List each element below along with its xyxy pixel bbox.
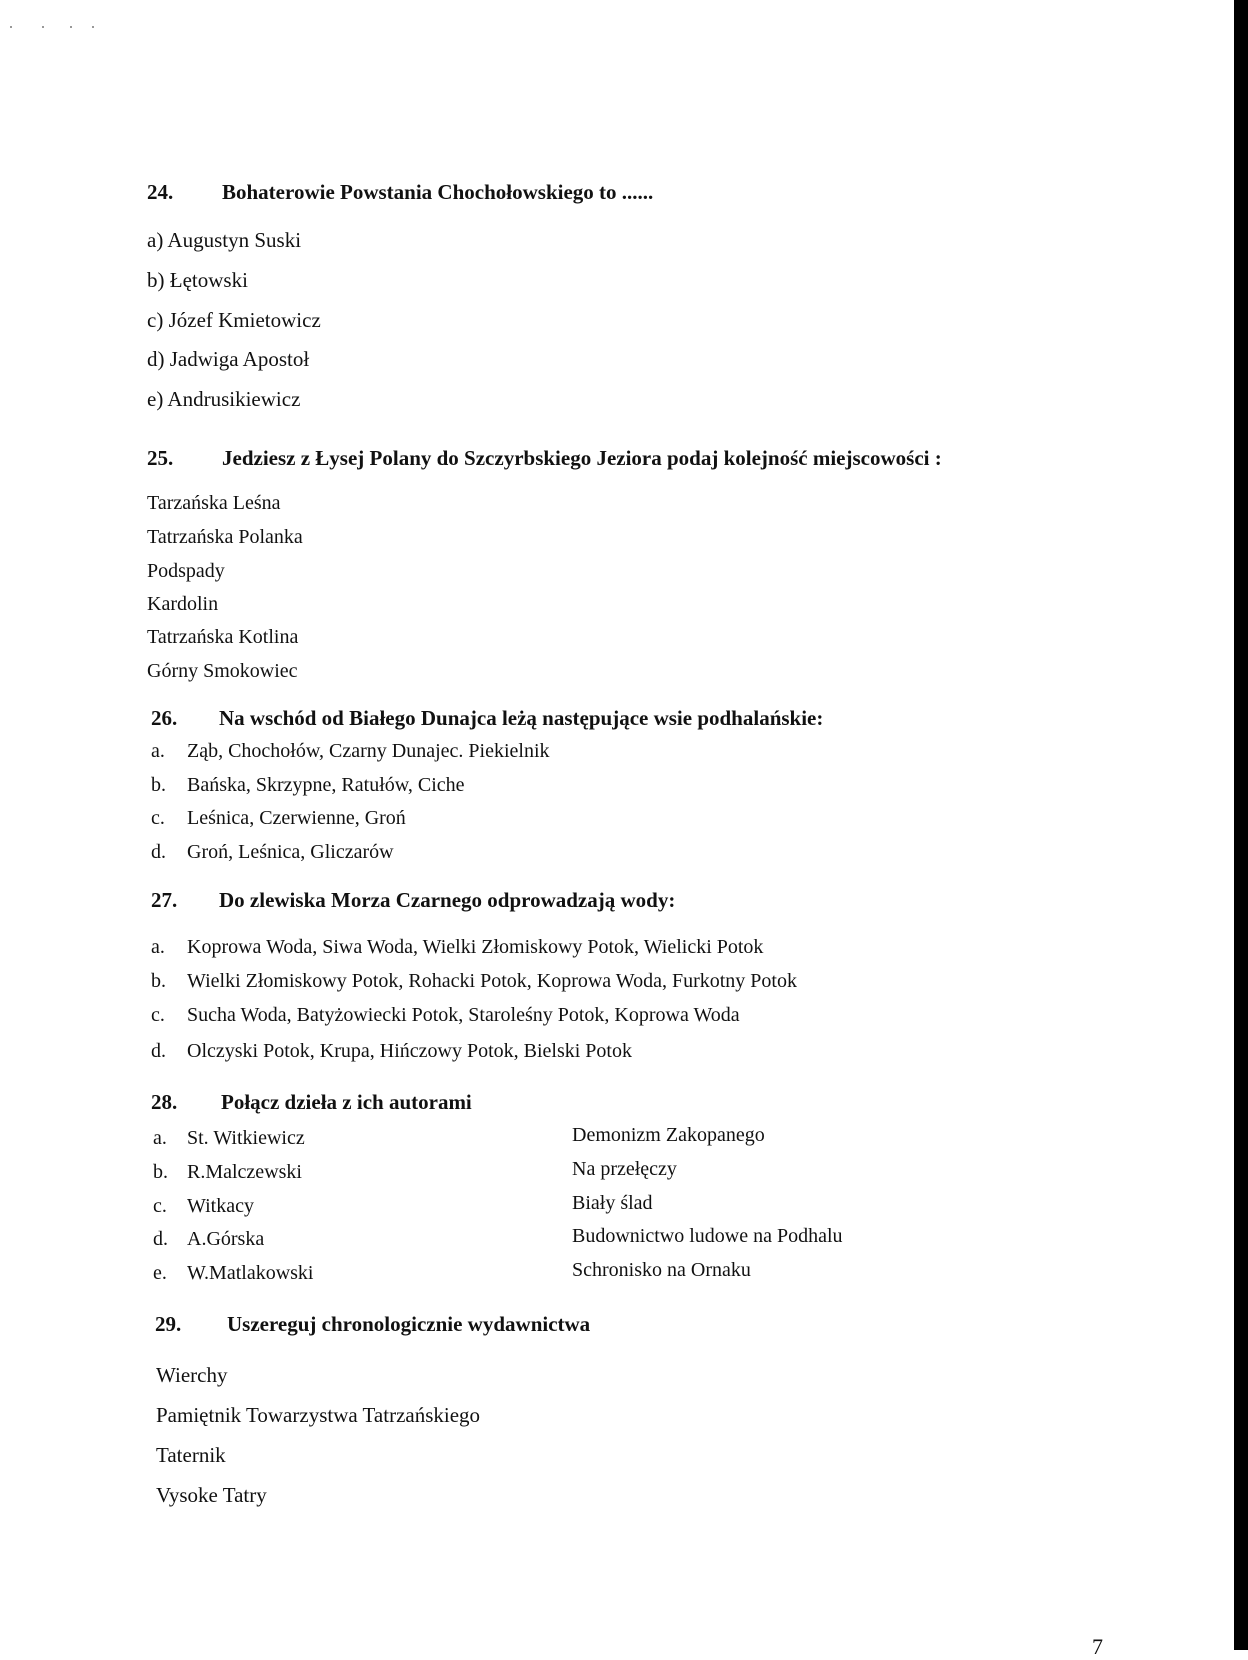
option: d. Groń, Leśnica, Gliczarów [151,841,394,863]
question-29-title [155,1312,590,1337]
question-text: Do zlewiska Morza Czarnego odprowadzają wody: [219,888,676,912]
option: c. Leśnica, Czerwienne, Groń [151,807,406,829]
option: d. Olczyski Potok, Krupa, Hińczowy Potok, Bielski Potok [151,1040,632,1062]
list-item: Pamiętnik Towarzystwa Tatrzańskiego [156,1403,481,1427]
work-item: Biały ślad [572,1192,653,1214]
work-item: Na przełęczy [572,1158,677,1180]
option: b. Wielki Złomiskowy Potok, Rohacki Potok, Koprowa Woda, Furkotny Potok [151,970,797,992]
option: a) Augustyn Suski [147,228,302,252]
option: c) Józef Kmietowicz [147,308,321,332]
question-text: Jedziesz z Łysej Polany do Szczyrbskiego Jeziora podaj kolejność miejscowości : [222,446,942,470]
scan-speck [42,26,44,28]
question-text: Uszereguj chronologicznie wydawnictwa [227,1312,591,1336]
list-item: Vysoke Tatry [156,1483,267,1507]
option: b) Łętowski [147,268,248,292]
author-item: e. W.Matlakowski [153,1262,314,1284]
list-item: Wierchy [156,1363,228,1387]
work-item: Demonizm Zakopanego [572,1124,765,1146]
list-item: Górny Smokowiec [147,660,298,682]
author-item: c. Witkacy [153,1195,254,1217]
option: a. Ząb, Chochołów, Czarny Dunajec. Piekielnik [151,740,550,762]
option: e) Andrusikiewicz [147,387,301,411]
question-26-title [151,706,823,731]
option: a. Koprowa Woda, Siwa Woda, Wielki Złomiskowy Potok, Wielicki Potok [151,936,764,958]
option: b. Bańska, Skrzypne, Ratułów, Ciche [151,774,465,796]
scan-speck [92,26,94,28]
question-28-title [151,1090,472,1115]
list-item: Kardolin [147,593,219,615]
page-number: 7 [1092,1634,1103,1659]
question-number: 26. [151,706,178,730]
question-number: 27. [151,888,178,912]
work-item: Schronisko na Ornaku [572,1259,751,1281]
list-item: Tatrzańska Kotlina [147,626,299,648]
scan-speck [10,26,12,28]
question-number: 25. [147,446,174,470]
list-item: Tatrzańska Polanka [147,526,303,548]
question-number: 24. [147,180,174,204]
question-25-title [147,446,942,471]
list-item: Podspady [147,560,225,582]
question-text: Bohaterowie Powstania Chochołowskiego to ...... [222,180,654,204]
list-item: Taternik [156,1443,226,1467]
question-24-title [147,180,653,205]
scan-edge [1234,0,1248,1650]
author-item: d. A.Górska [153,1228,265,1250]
scan-speck [70,26,72,28]
question-number: 29. [155,1312,182,1336]
author-item: a. St. Witkiewicz [153,1127,305,1149]
author-item: b. R.Malczewski [153,1161,302,1183]
question-text: Połącz dzieła z ich autorami [221,1090,472,1114]
option: c. Sucha Woda, Batyżowiecki Potok, Staroleśny Potok, Koprowa Woda [151,1004,740,1026]
question-text: Na wschód od Białego Dunajca leżą następujące wsie podhalańskie: [219,706,824,730]
question-27-title [151,888,675,913]
question-number: 28. [151,1090,178,1114]
work-item: Budownictwo ludowe na Podhalu [572,1225,843,1247]
option: d) Jadwiga Apostoł [147,347,310,371]
list-item: Tarzańska Leśna [147,492,281,514]
